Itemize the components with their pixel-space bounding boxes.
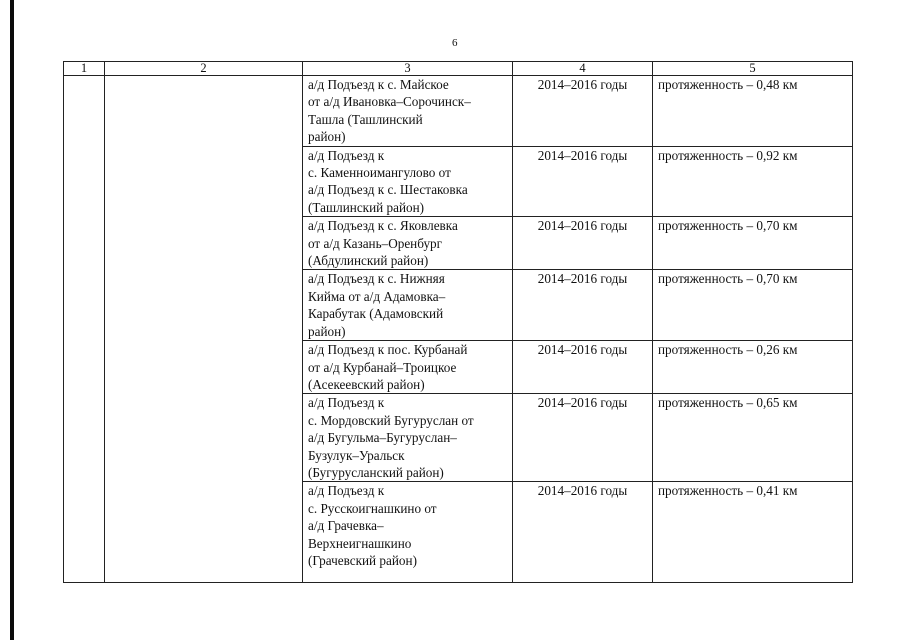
- period-cell: 2014–2016 годы: [513, 146, 653, 217]
- road-name-line: район): [308, 323, 346, 339]
- length-cell: протяженность – 0,70 км: [653, 270, 853, 341]
- length-cell: протяженность – 0,41 км: [653, 482, 853, 583]
- road-name-line: а/д Подъезд к пос. Курбанай: [308, 342, 468, 358]
- column-header-5: 5: [653, 62, 853, 76]
- period-cell: 2014–2016 годы: [513, 394, 653, 482]
- roads-table: [63, 61, 853, 583]
- road-name-line: от а/д Ивановка–Сорочинск–: [308, 94, 471, 110]
- length-cell: протяженность – 0,70 км: [653, 217, 853, 270]
- length-cell: протяженность – 0,92 км: [653, 146, 853, 217]
- road-name-cell: [303, 76, 513, 147]
- road-name-line: а/д Грачевка–: [308, 518, 384, 534]
- road-name-cell: [303, 341, 513, 394]
- column-header-2: 2: [105, 62, 303, 76]
- road-name-line: Верхнеигнашкино: [308, 535, 412, 551]
- length-cell: протяженность – 0,26 км: [653, 341, 853, 394]
- road-name-cell: [303, 270, 513, 341]
- col2-cell: [105, 76, 303, 583]
- period-cell: 2014–2016 годы: [513, 341, 653, 394]
- road-name-line: а/д Подъезд к с. Яковлевка: [308, 218, 458, 234]
- road-name-line: район): [308, 129, 346, 145]
- road-name-line: от а/д Казань–Оренбург: [308, 235, 443, 251]
- road-name-line: (Ташлинский район): [308, 199, 425, 215]
- road-name-line: (Абдулинский район): [308, 253, 429, 269]
- road-name-line: а/д Подъезд к с. Майское: [308, 77, 449, 92]
- road-name-line: а/д Подъезд к с. Нижняя: [308, 271, 445, 287]
- period-cell: 2014–2016 годы: [513, 270, 653, 341]
- road-name-line: а/д Подъезд к с. Шестаковка: [308, 182, 468, 198]
- road-name-line: а/д Подъезд к: [308, 395, 385, 411]
- period-cell: 2014–2016 годы: [513, 76, 653, 147]
- road-name-line: а/д Подъезд к: [308, 483, 385, 499]
- length-cell: протяженность – 0,65 км: [653, 394, 853, 482]
- header-row: [64, 62, 853, 76]
- period-cell: 2014–2016 годы: [513, 482, 653, 583]
- road-name-line: (Асекеевский район): [308, 376, 425, 392]
- road-name-line: с. Каменноимангулово от: [308, 165, 451, 181]
- road-name-line: с. Мордовский Бугуруслан от: [308, 412, 474, 428]
- road-name-line: (Бугурусланский район): [308, 464, 444, 480]
- road-name-line: Карабутак (Адамовский: [308, 306, 444, 322]
- road-name-cell: [303, 482, 513, 583]
- scan-edge-line: [10, 0, 14, 640]
- road-name-line: а/д Бугульма–Бугуруслан–: [308, 430, 457, 446]
- road-name-cell: [303, 146, 513, 217]
- col1-cell: [64, 76, 105, 583]
- road-name-line: а/д Подъезд к: [308, 147, 385, 163]
- table-body: [64, 76, 853, 583]
- column-header-3: 3: [303, 62, 513, 76]
- road-name-line: Ташла (Ташлинский: [308, 111, 423, 127]
- column-header-1: 1: [64, 62, 105, 76]
- period-cell: 2014–2016 годы: [513, 217, 653, 270]
- road-name-line: Бузулук–Уральск: [308, 447, 405, 463]
- length-cell: протяженность – 0,48 км: [653, 76, 853, 147]
- road-name-line: с. Русскоигнашкино от: [308, 500, 437, 516]
- road-name-line: от а/д Курбанай–Троицкое: [308, 359, 457, 375]
- page-number: 6: [452, 37, 458, 49]
- table-row: [64, 76, 853, 147]
- road-name-cell: [303, 394, 513, 482]
- road-name-line: (Грачевский район): [308, 552, 417, 568]
- road-name-cell: [303, 217, 513, 270]
- column-header-4: 4: [513, 62, 653, 76]
- road-name-line: Кийма от а/д Адамовка–: [308, 288, 446, 304]
